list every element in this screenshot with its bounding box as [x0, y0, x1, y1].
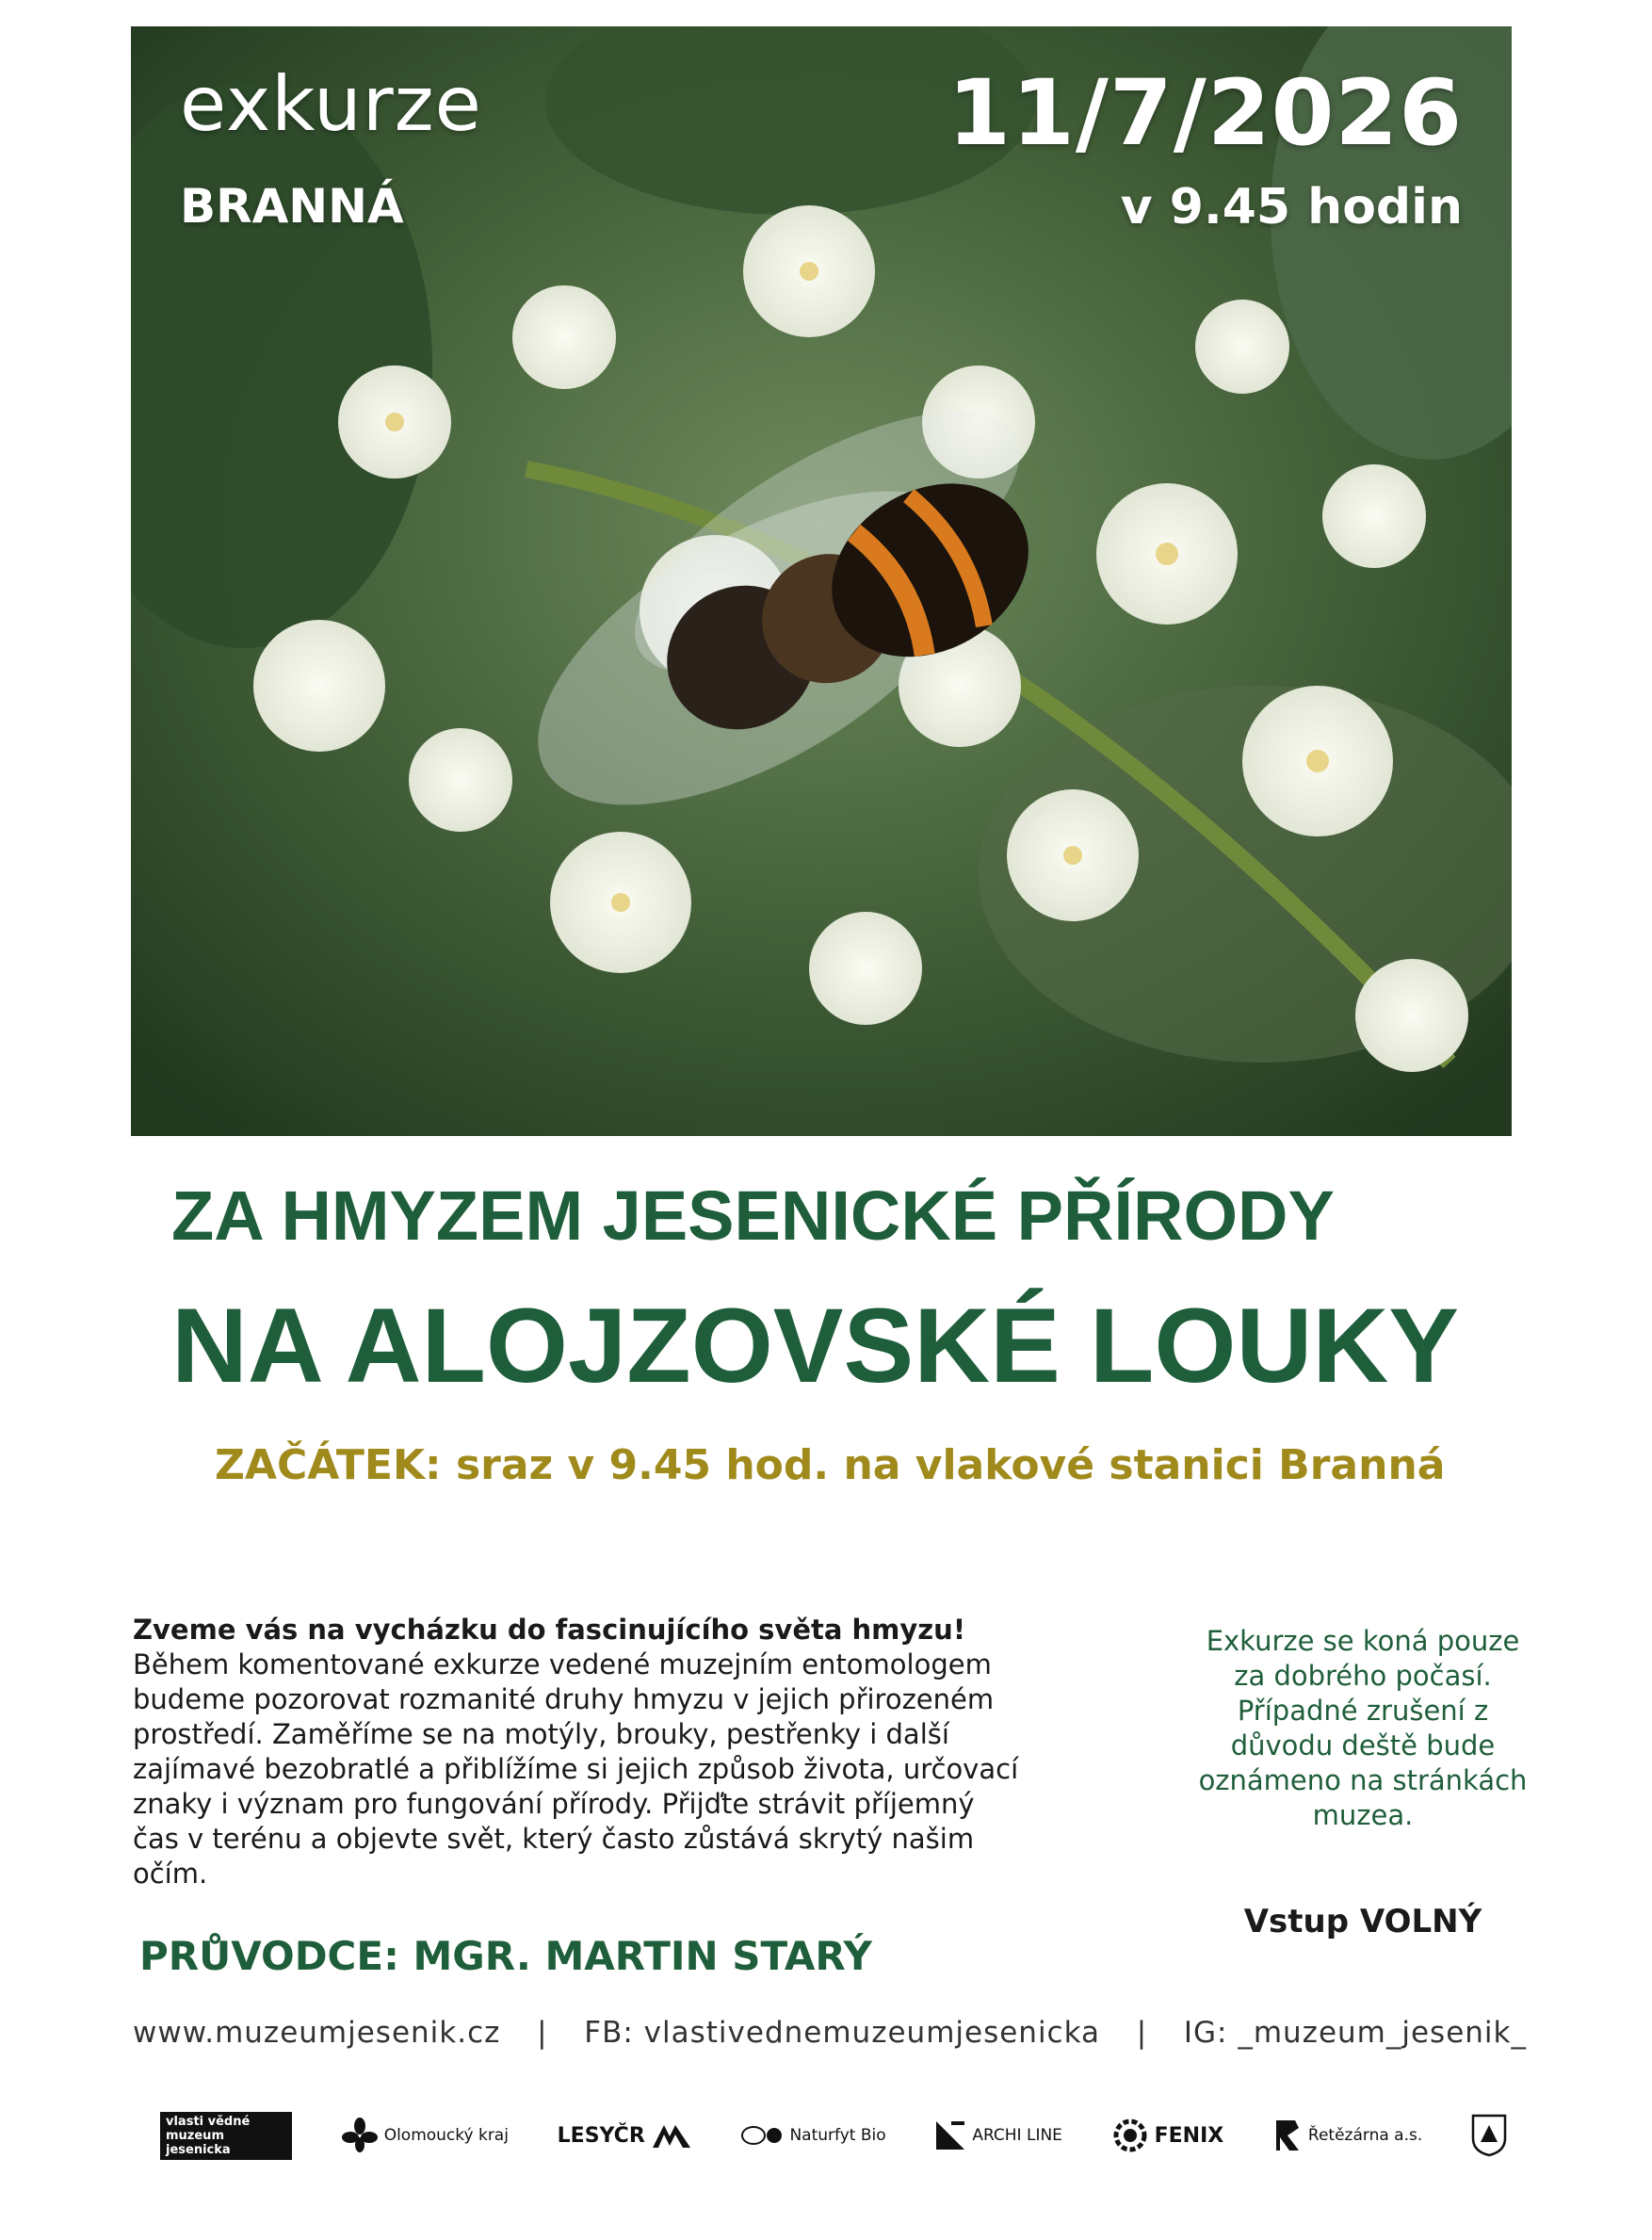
- event-type: exkurze: [180, 60, 482, 148]
- logo-vmj: [160, 2112, 292, 2160]
- logo-vmj-text: vlasti vědné muzeum jesenicka: [160, 2112, 292, 2160]
- contact-links: [133, 2016, 1527, 2050]
- logo-retezarna: [1272, 2117, 1422, 2154]
- logo-lesycr-text: LESYČR: [557, 2123, 645, 2148]
- instagram-link[interactable]: IG: _muzeum_jesenik_: [1183, 2016, 1527, 2050]
- logo-fenix-text: FENIX: [1154, 2123, 1224, 2148]
- entry-info: Vstup VOLNÝ: [1243, 1903, 1482, 1940]
- web-link[interactable]: www.muzeumjesenik.cz: [133, 2016, 501, 2050]
- guide: PRŮVODCE: MGR. MARTIN STARÝ: [139, 1933, 872, 1979]
- logo-naturfyt-text: Naturfyt Bio: [789, 2126, 886, 2145]
- gear-icon: [1111, 2117, 1149, 2154]
- logo-coat-of-arms: [1471, 2114, 1507, 2157]
- start-label: ZAČÁTEK:: [215, 1441, 442, 1489]
- description-lead: Zveme vás na vycházku do fascinujícího světa hmyzu!: [133, 1614, 966, 1646]
- event-date: 11/7/2026: [947, 60, 1463, 166]
- chain-mark-icon: [1272, 2117, 1303, 2154]
- logo-olomoucky-kraj: [341, 2117, 509, 2154]
- tree-mark-icon: [651, 2121, 692, 2150]
- event-place: BRANNÁ: [180, 179, 404, 234]
- start-text: sraz v 9.45 hod. na vlakové stanici Branná: [441, 1441, 1446, 1489]
- link-separator: |: [1136, 2016, 1148, 2050]
- coat-of-arms-icon: [1471, 2114, 1507, 2157]
- link-separator: |: [537, 2016, 548, 2050]
- logo-archiline: [934, 2119, 1062, 2151]
- title-line-2: NA ALOJZOVSKÉ LOUKY: [171, 1287, 1459, 1404]
- event-time: v 9.45 hodin: [1120, 179, 1463, 235]
- sponsor-logos: [160, 2102, 1507, 2168]
- bio-leaf-icon: [740, 2121, 784, 2150]
- logo-archiline-text: ARCHI LINE: [972, 2126, 1062, 2145]
- logo-fenix: [1111, 2117, 1224, 2154]
- facebook-link[interactable]: FB: vlastivednemuzeumjesenicka: [584, 2016, 1101, 2050]
- hero-photo: [131, 26, 1512, 1136]
- weather-note: Exkurze se koná pouze za dobrého počasí. Případné zrušení z důvodu deště bude oznámeno na stránkách muzea.: [1198, 1625, 1528, 1831]
- flower-icon: [341, 2117, 379, 2154]
- logo-naturfyt: [740, 2121, 885, 2150]
- description-body: Během komentované exkurze vedené muzejním entomologem budeme pozorovat rozmanité druhy hmyzu v jejich přirozeném prostředí. Zaměříme se na motýly, brouky, pestřenky i další zajímavé bezobratlé a přiblížíme si jejich způsob života, určovací znaky i význam pro fungování přírody. Přijďte strávit příjemný čas v terénu a objevte svět, který často zůstává skrytý našim očím.: [133, 1648, 1019, 1890]
- archiline-mark-icon: [934, 2119, 966, 2151]
- logo-retezarna-text: Řetězárna a.s.: [1307, 2126, 1423, 2145]
- logo-lesy-cr: [558, 2121, 692, 2150]
- logo-olomoucky-text: Olomoucký kraj: [383, 2126, 509, 2145]
- description: [133, 1613, 1028, 1891]
- start-info: [215, 1441, 1446, 1489]
- title-line-1: ZA HMYZEM JESENICKÉ PŘÍRODY: [171, 1177, 1335, 1255]
